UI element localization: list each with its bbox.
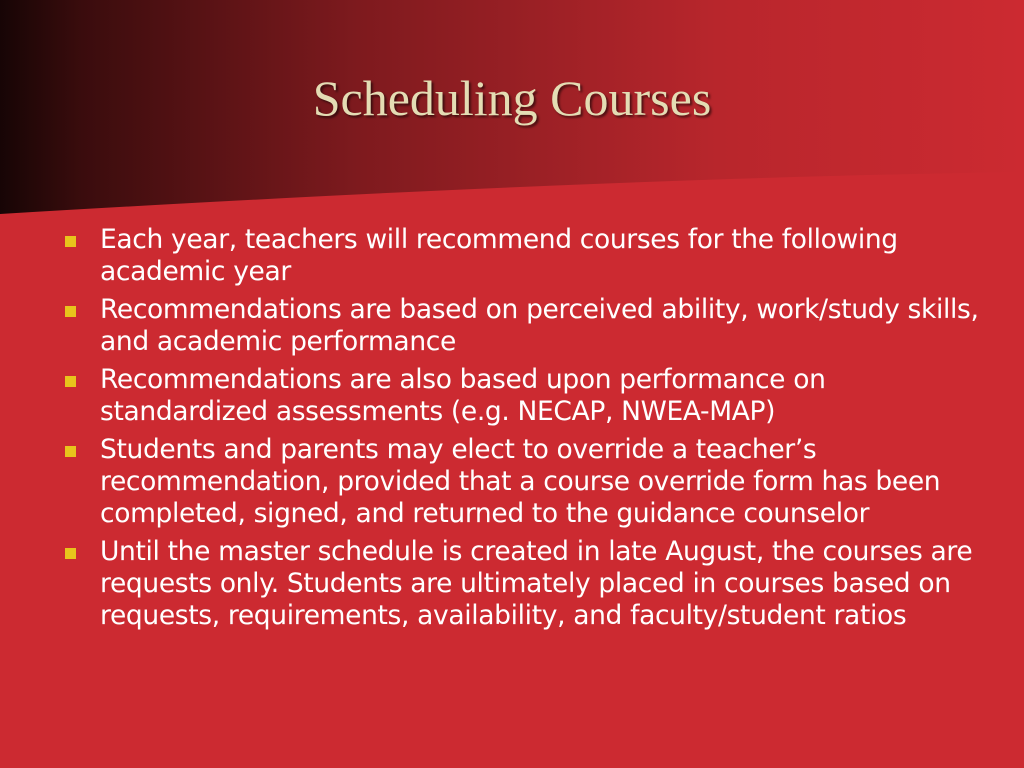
bullet-text: Each year, teachers will recommend courses for the following academic year [100, 224, 898, 287]
square-bullet-icon [65, 376, 76, 387]
slide-title: Scheduling Courses [312, 70, 712, 126]
square-bullet-icon [65, 548, 76, 559]
bullet-list [62, 224, 982, 638]
bullet-text: Recommendations are also based upon performance on standardized assessments (e.g. NECAP, NWEA-MAP) [100, 364, 826, 427]
square-bullet-icon [65, 236, 76, 247]
bullet-item [62, 536, 982, 632]
bullet-text: Until the master schedule is created in late August, the courses are requests only. Students are ultimately placed in courses based on requests, requirements, availability, and faculty/student ratios [100, 536, 973, 631]
bullet-text: Students and parents may elect to override a teacher’s recommendation, provided that a course override form has been completed, signed, and returned to the guidance counselor [100, 434, 941, 529]
bullet-item [62, 364, 982, 428]
bullet-item [62, 224, 982, 288]
square-bullet-icon [65, 306, 76, 317]
bullet-item [62, 434, 982, 530]
bullet-text: Recommendations are based on perceived ability, work/study skills, and academic performance [100, 294, 979, 357]
bullet-item [62, 294, 982, 358]
square-bullet-icon [65, 446, 76, 457]
